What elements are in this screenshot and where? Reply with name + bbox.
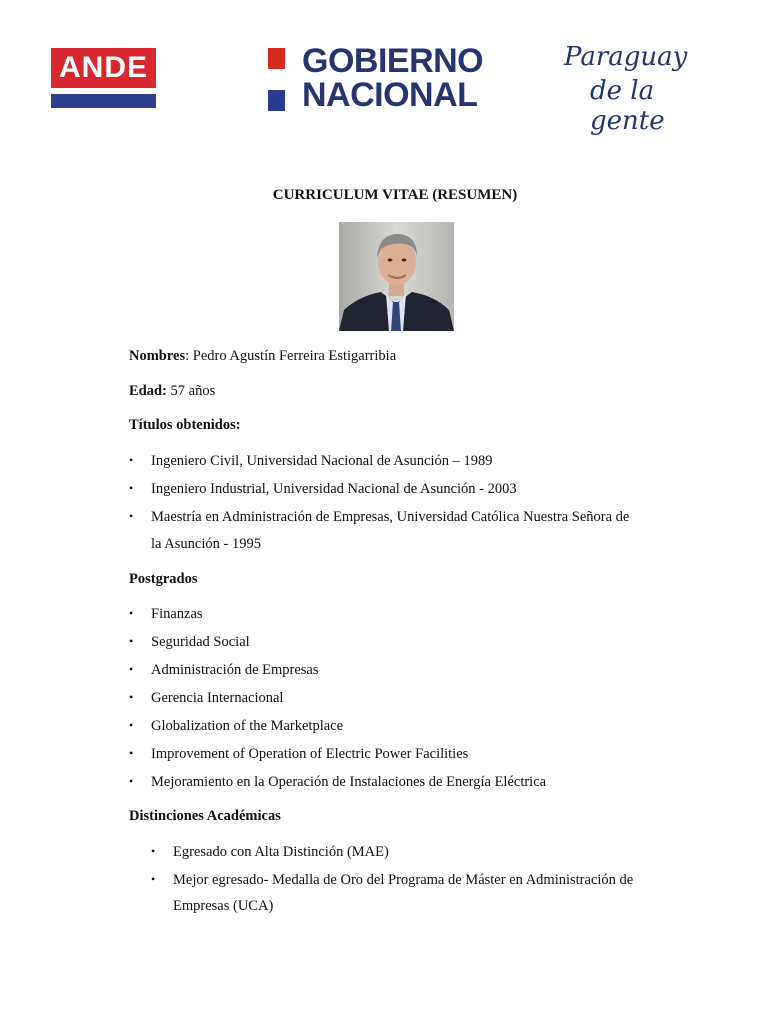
postgrado-item: Gerencia Internacional [151, 690, 284, 706]
header [0, 0, 768, 136]
distincion-item: Egresado con Alta Distinción (MAE) [173, 844, 389, 860]
gobierno-logo-line1: GOBIERNO [302, 42, 484, 80]
bullet: • [129, 718, 134, 732]
ande-logo-stripe [51, 94, 156, 108]
edad-value: 57 años [166, 383, 216, 399]
gobierno-nacional-logo [302, 44, 483, 112]
distincion-item: Mejor egresado- Medalla de Oro del Programa de Máster en Administración de [173, 872, 634, 888]
bullet: • [151, 872, 156, 886]
titulo-item: Ingeniero Civil, Universidad Nacional de Asunción – 1989 [151, 453, 493, 469]
edad-row [129, 383, 215, 400]
titulo-item-continuation: la Asunción - 1995 [151, 536, 261, 552]
paraguay-logo-line2: de la gente [590, 76, 665, 136]
nombres-label: Nombres [129, 348, 186, 364]
bullet: • [129, 481, 134, 495]
page-title: CURRICULUM VITAE (RESUMEN) [272, 187, 518, 203]
bullet: • [129, 606, 134, 620]
bullet: • [129, 509, 134, 523]
bullet: • [129, 774, 134, 788]
bullet: • [129, 662, 134, 676]
distincion-item-continuation: Empresas (UCA) [173, 898, 274, 914]
paraguay-logo-line1: Paraguay [564, 42, 688, 72]
edad-label: Edad: [129, 383, 167, 399]
postgrado-item: Mejoramiento en la Operación de Instalaciones de Energía Eléctrica [151, 774, 547, 790]
postgrado-item: Administración de Empresas [151, 662, 319, 678]
profile-photo [339, 222, 454, 331]
postgrado-item: Finanzas [151, 606, 203, 622]
bullet: • [151, 844, 156, 858]
bullet: • [129, 634, 134, 648]
nombres-value: : Pedro Agustín Ferreira Estigarribia [185, 348, 397, 364]
postgrados-heading: Postgrados [129, 571, 198, 587]
gobierno-logo-line2: NACIONAL [302, 76, 478, 114]
bullet: • [129, 453, 134, 467]
bullet: • [129, 690, 134, 704]
titulo-item: Ingeniero Industrial, Universidad Nacional de Asunción - 2003 [151, 481, 517, 497]
paraguay-de-la-gente-logo [560, 40, 710, 136]
ande-logo [51, 48, 156, 109]
titulo-item: Maestría en Administración de Empresas, Universidad Católica Nuestra Señora de [151, 509, 630, 525]
ande-logo-text: ANDE [51, 48, 156, 88]
postgrado-item: Seguridad Social [151, 634, 250, 650]
distinciones-heading: Distinciones Académicas [129, 808, 281, 824]
postgrado-item: Globalization of the Marketplace [151, 718, 344, 734]
titulos-heading: Títulos obtenidos: [129, 417, 241, 433]
postgrado-item: Improvement of Operation of Electric Power Facilities [151, 746, 469, 762]
nombres-row [129, 348, 396, 365]
gobierno-flag-icon [268, 48, 285, 111]
bullet: • [129, 746, 134, 760]
